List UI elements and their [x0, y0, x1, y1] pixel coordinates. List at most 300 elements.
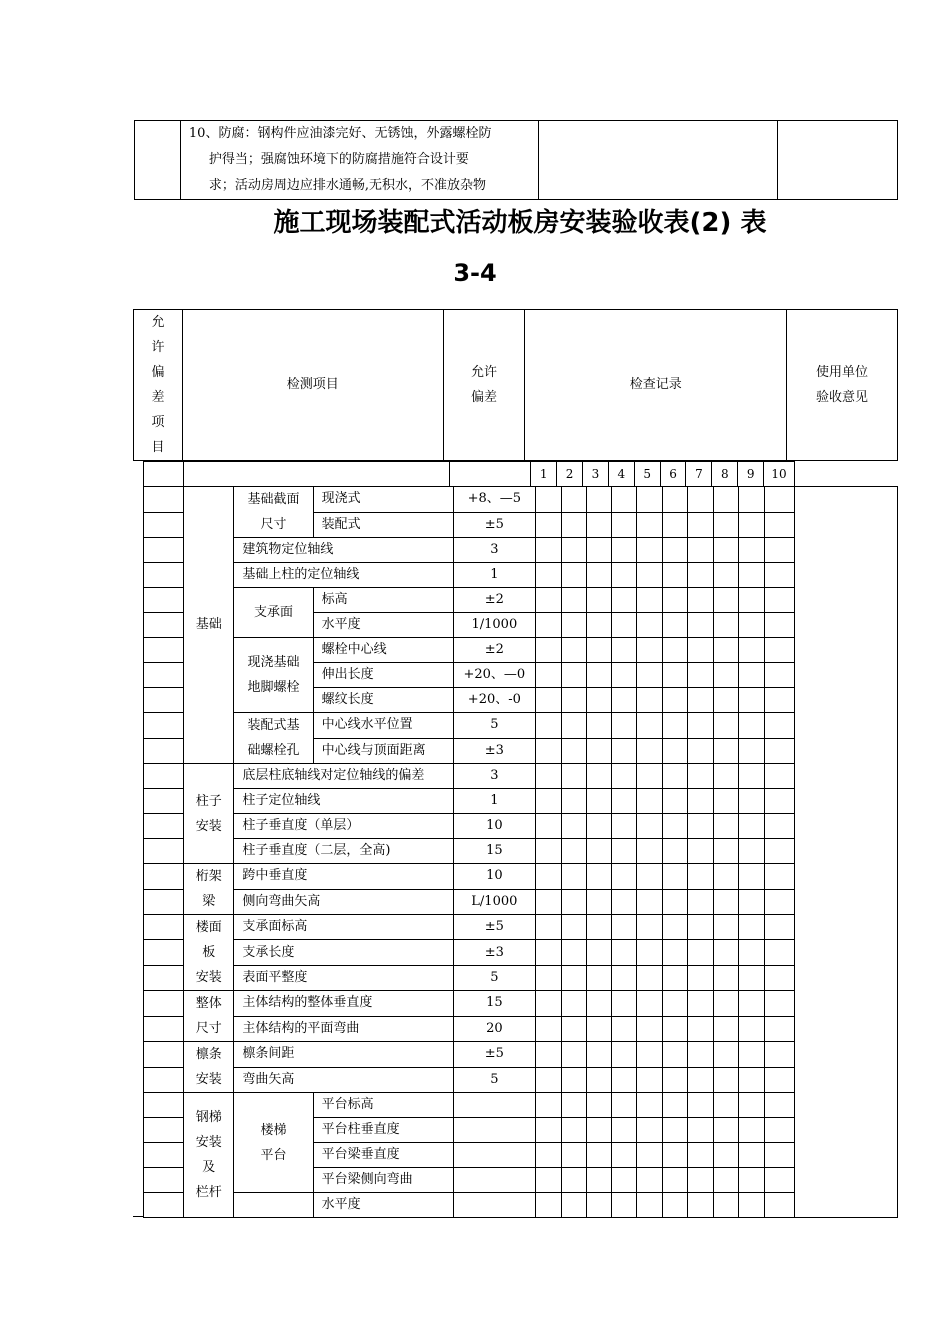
check-record-cell[interactable]: [714, 512, 739, 538]
check-record-cell[interactable]: [611, 1168, 636, 1193]
check-record-cell[interactable]: [662, 915, 687, 940]
check-record-cell[interactable]: [688, 991, 714, 1017]
check-record-cell[interactable]: [636, 1193, 662, 1218]
check-record-cell[interactable]: [586, 864, 611, 890]
check-record-cell[interactable]: [636, 1143, 662, 1168]
check-record-cell[interactable]: [561, 864, 586, 890]
check-record-cell[interactable]: [714, 864, 739, 890]
check-record-cell[interactable]: [611, 487, 636, 513]
check-record-cell[interactable]: [739, 538, 765, 563]
check-record-cell[interactable]: [586, 965, 611, 990]
check-record-cell[interactable]: [688, 1118, 714, 1143]
check-record-cell[interactable]: [636, 713, 662, 739]
check-record-cell[interactable]: [561, 1016, 586, 1042]
check-record-cell[interactable]: [586, 688, 611, 713]
check-record-cell[interactable]: [714, 915, 739, 940]
check-record-cell[interactable]: [688, 1168, 714, 1193]
check-record-cell[interactable]: [586, 940, 611, 965]
check-record-cell[interactable]: [586, 789, 611, 814]
check-record-cell[interactable]: [586, 1118, 611, 1143]
check-record-cell[interactable]: [586, 487, 611, 513]
check-record-cell[interactable]: [586, 889, 611, 915]
check-record-cell[interactable]: [662, 1042, 687, 1068]
check-record-cell[interactable]: [535, 512, 561, 538]
check-record-cell[interactable]: [662, 764, 687, 789]
check-record-cell[interactable]: [586, 738, 611, 764]
check-record-cell[interactable]: [586, 814, 611, 839]
check-record-cell[interactable]: [535, 1168, 561, 1193]
check-record-cell[interactable]: [611, 965, 636, 990]
check-record-cell[interactable]: [765, 713, 795, 739]
check-record-cell[interactable]: [662, 1093, 687, 1118]
check-record-cell[interactable]: [739, 889, 765, 915]
check-record-cell[interactable]: [611, 864, 636, 890]
check-record-cell[interactable]: [688, 638, 714, 663]
check-record-cell[interactable]: [714, 663, 739, 688]
check-record-cell[interactable]: [739, 613, 765, 638]
check-record-cell[interactable]: [765, 1093, 795, 1118]
check-record-cell[interactable]: [739, 663, 765, 688]
check-record-cell[interactable]: [586, 538, 611, 563]
tolerance-value: ±5: [454, 512, 535, 538]
check-record-cell[interactable]: [636, 613, 662, 638]
check-record-cell[interactable]: [765, 839, 795, 864]
check-record-cell[interactable]: [662, 487, 687, 513]
check-record-cell[interactable]: [535, 713, 561, 739]
check-record-cell[interactable]: [662, 991, 687, 1017]
check-record-cell[interactable]: [739, 839, 765, 864]
check-record-cell[interactable]: [636, 638, 662, 663]
check-record-cell[interactable]: [662, 1016, 687, 1042]
check-record-cell[interactable]: [561, 965, 586, 990]
check-record-cell[interactable]: [535, 588, 561, 613]
check-record-cell[interactable]: [688, 487, 714, 513]
check-record-cell[interactable]: [561, 487, 586, 513]
check-record-cell[interactable]: [586, 764, 611, 789]
check-record-cell[interactable]: [739, 940, 765, 965]
check-record-cell[interactable]: [611, 538, 636, 563]
check-record-cell[interactable]: [714, 487, 739, 513]
check-record-cell[interactable]: [765, 538, 795, 563]
check-record-cell[interactable]: [765, 563, 795, 588]
check-record-cell[interactable]: [636, 965, 662, 990]
check-record-cell[interactable]: [561, 713, 586, 739]
check-record-cell[interactable]: [636, 814, 662, 839]
check-record-cell[interactable]: [714, 638, 739, 663]
check-record-cell[interactable]: [688, 1143, 714, 1168]
check-record-cell[interactable]: [586, 588, 611, 613]
check-record-cell[interactable]: [636, 864, 662, 890]
check-record-cell[interactable]: [535, 538, 561, 563]
check-record-cell[interactable]: [636, 563, 662, 588]
check-record-cell[interactable]: [739, 588, 765, 613]
check-record-cell[interactable]: [739, 864, 765, 890]
check-record-cell[interactable]: [611, 789, 636, 814]
check-record-cell[interactable]: [611, 915, 636, 940]
check-record-cell[interactable]: [611, 1118, 636, 1143]
check-record-cell[interactable]: [611, 1093, 636, 1118]
check-record-cell[interactable]: [765, 663, 795, 688]
check-record-cell[interactable]: [688, 738, 714, 764]
check-record-cell[interactable]: [586, 915, 611, 940]
check-record-cell[interactable]: [561, 1042, 586, 1068]
check-record-cell[interactable]: [561, 563, 586, 588]
check-record-cell[interactable]: [561, 538, 586, 563]
check-record-cell[interactable]: [714, 764, 739, 789]
check-record-cell[interactable]: [739, 915, 765, 940]
check-record-cell[interactable]: [765, 588, 795, 613]
check-record-cell[interactable]: [765, 764, 795, 789]
check-record-cell[interactable]: [586, 839, 611, 864]
check-record-cell[interactable]: [561, 1168, 586, 1193]
check-record-cell[interactable]: [765, 991, 795, 1017]
check-record-cell[interactable]: [662, 688, 687, 713]
check-record-cell[interactable]: [662, 538, 687, 563]
check-record-cell[interactable]: [611, 764, 636, 789]
check-record-cell[interactable]: [586, 991, 611, 1017]
table-row: [144, 1042, 898, 1068]
check-record-cell[interactable]: [662, 789, 687, 814]
check-record-cell[interactable]: [714, 1168, 739, 1193]
check-record-cell[interactable]: [611, 613, 636, 638]
check-record-cell[interactable]: [739, 487, 765, 513]
check-record-cell[interactable]: [535, 487, 561, 513]
tolerance-value: 5: [454, 965, 535, 990]
check-record-cell[interactable]: [765, 889, 795, 915]
check-record-cell[interactable]: [714, 563, 739, 588]
check-record-cell[interactable]: [535, 764, 561, 789]
check-record-cell[interactable]: [561, 613, 586, 638]
check-record-cell[interactable]: [714, 789, 739, 814]
check-record-cell[interactable]: [765, 1168, 795, 1193]
check-record-cell[interactable]: [765, 915, 795, 940]
check-record-cell[interactable]: [636, 1016, 662, 1042]
check-record-cell[interactable]: [688, 839, 714, 864]
check-record-cell[interactable]: [765, 1067, 795, 1093]
check-record-cell[interactable]: [611, 1193, 636, 1218]
check-record-cell[interactable]: [586, 1016, 611, 1042]
check-record-cell[interactable]: [739, 638, 765, 663]
check-record-cell[interactable]: [662, 512, 687, 538]
check-record-cell[interactable]: [636, 839, 662, 864]
check-record-cell[interactable]: [688, 864, 714, 890]
check-record-cell[interactable]: [688, 713, 714, 739]
check-record-cell[interactable]: [739, 738, 765, 764]
check-record-cell[interactable]: [739, 713, 765, 739]
check-record-cell[interactable]: [636, 588, 662, 613]
check-record-cell[interactable]: [688, 1016, 714, 1042]
check-record-cell[interactable]: [739, 965, 765, 990]
check-record-cell[interactable]: [765, 940, 795, 965]
check-record-cell[interactable]: [535, 1042, 561, 1068]
check-record-cell[interactable]: [714, 1093, 739, 1118]
check-record-cell[interactable]: [561, 889, 586, 915]
check-record-cell[interactable]: [561, 1143, 586, 1168]
check-record-cell[interactable]: [535, 1143, 561, 1168]
check-record-cell[interactable]: [636, 991, 662, 1017]
check-record-cell[interactable]: [765, 814, 795, 839]
check-record-cell[interactable]: [636, 1093, 662, 1118]
check-record-cell[interactable]: [765, 1143, 795, 1168]
check-record-cell[interactable]: [535, 1118, 561, 1143]
table-row: [144, 915, 898, 940]
check-record-cell[interactable]: [611, 738, 636, 764]
check-record-cell[interactable]: [688, 588, 714, 613]
check-number: 2: [557, 462, 583, 487]
check-record-cell[interactable]: [662, 864, 687, 890]
check-record-cell[interactable]: [586, 1093, 611, 1118]
check-record-cell[interactable]: [535, 940, 561, 965]
check-record-cell[interactable]: [561, 1118, 586, 1143]
check-record-cell[interactable]: [535, 839, 561, 864]
check-record-cell[interactable]: [535, 814, 561, 839]
check-record-cell[interactable]: [714, 738, 739, 764]
check-record-cell[interactable]: [636, 738, 662, 764]
check-record-cell[interactable]: [611, 563, 636, 588]
check-record-cell[interactable]: [765, 789, 795, 814]
check-record-cell[interactable]: [636, 663, 662, 688]
check-record-cell[interactable]: [662, 814, 687, 839]
check-record-cell[interactable]: [765, 638, 795, 663]
check-record-cell[interactable]: [561, 588, 586, 613]
check-record-cell[interactable]: [611, 889, 636, 915]
check-record-cell[interactable]: [662, 1168, 687, 1193]
check-record-cell[interactable]: [636, 764, 662, 789]
check-record-cell[interactable]: [561, 991, 586, 1017]
check-record-cell[interactable]: [688, 512, 714, 538]
check-record-cell[interactable]: [765, 864, 795, 890]
check-record-cell[interactable]: [561, 814, 586, 839]
check-record-cell[interactable]: [561, 738, 586, 764]
check-record-cell[interactable]: [688, 538, 714, 563]
check-record-cell[interactable]: [765, 688, 795, 713]
check-record-cell[interactable]: [561, 638, 586, 663]
check-record-cell[interactable]: [636, 1042, 662, 1068]
check-record-cell[interactable]: [535, 688, 561, 713]
check-record-cell[interactable]: [688, 1093, 714, 1118]
check-record-cell[interactable]: [636, 915, 662, 940]
check-record-cell[interactable]: [586, 1067, 611, 1093]
check-record-cell[interactable]: [662, 1143, 687, 1168]
check-record-cell[interactable]: [662, 1118, 687, 1143]
check-record-cell[interactable]: [611, 1067, 636, 1093]
check-record-cell[interactable]: [535, 613, 561, 638]
check-record-cell[interactable]: [765, 1042, 795, 1068]
check-record-cell[interactable]: [586, 1042, 611, 1068]
check-record-cell[interactable]: [611, 839, 636, 864]
tolerance-value: 15: [454, 839, 535, 864]
check-record-cell[interactable]: [739, 688, 765, 713]
check-record-cell[interactable]: [688, 940, 714, 965]
check-record-cell[interactable]: [561, 1193, 586, 1218]
check-record-cell[interactable]: [714, 1042, 739, 1068]
check-record-cell[interactable]: [714, 588, 739, 613]
check-record-cell[interactable]: [765, 613, 795, 638]
check-record-cell[interactable]: [535, 1016, 561, 1042]
check-record-cell[interactable]: [636, 487, 662, 513]
check-record-cell[interactable]: [714, 814, 739, 839]
check-record-cell[interactable]: [636, 1168, 662, 1193]
check-record-cell[interactable]: [611, 663, 636, 688]
check-record-cell[interactable]: [765, 512, 795, 538]
check-record-cell[interactable]: [535, 1193, 561, 1218]
check-record-cell[interactable]: [714, 1016, 739, 1042]
check-record-cell[interactable]: [535, 663, 561, 688]
check-record-cell[interactable]: [586, 1143, 611, 1168]
check-record-cell[interactable]: [739, 512, 765, 538]
check-record-cell[interactable]: [535, 889, 561, 915]
check-record-cell[interactable]: [688, 965, 714, 990]
check-record-cell[interactable]: [714, 1143, 739, 1168]
check-record-cell[interactable]: [714, 1067, 739, 1093]
check-record-cell[interactable]: [739, 789, 765, 814]
check-record-cell[interactable]: [611, 1016, 636, 1042]
check-record-cell[interactable]: [636, 1067, 662, 1093]
check-record-cell[interactable]: [611, 638, 636, 663]
check-record-cell[interactable]: [688, 889, 714, 915]
check-record-cell[interactable]: [739, 1042, 765, 1068]
check-record-cell[interactable]: [714, 940, 739, 965]
check-record-cell[interactable]: [535, 991, 561, 1017]
header-char: 差: [151, 390, 165, 405]
check-record-cell[interactable]: [662, 738, 687, 764]
check-record-cell[interactable]: [688, 1067, 714, 1093]
check-record-cell[interactable]: [714, 1193, 739, 1218]
check-record-cell[interactable]: [714, 713, 739, 739]
check-record-cell[interactable]: [561, 1093, 586, 1118]
check-record-cell[interactable]: [561, 915, 586, 940]
check-record-cell[interactable]: [611, 688, 636, 713]
check-record-cell[interactable]: [636, 538, 662, 563]
check-record-cell[interactable]: [739, 1143, 765, 1168]
check-record-cell[interactable]: [739, 1016, 765, 1042]
check-record-cell[interactable]: [688, 915, 714, 940]
user-opinion-cell[interactable]: [795, 487, 898, 1218]
check-record-cell[interactable]: [688, 563, 714, 588]
check-record-cell[interactable]: [765, 487, 795, 513]
check-record-cell[interactable]: [561, 839, 586, 864]
check-record-cell[interactable]: [739, 991, 765, 1017]
check-record-cell[interactable]: [688, 789, 714, 814]
check-record-cell[interactable]: [561, 1067, 586, 1093]
check-record-cell[interactable]: [662, 588, 687, 613]
check-record-cell[interactable]: [586, 512, 611, 538]
check-record-cell[interactable]: [662, 1067, 687, 1093]
check-record-cell[interactable]: [714, 688, 739, 713]
check-record-cell[interactable]: [739, 1118, 765, 1143]
check-record-cell[interactable]: [739, 1067, 765, 1093]
check-record-cell[interactable]: [535, 789, 561, 814]
check-record-cell[interactable]: [535, 563, 561, 588]
check-record-cell[interactable]: [561, 512, 586, 538]
check-record-cell[interactable]: [688, 663, 714, 688]
check-record-cell[interactable]: [765, 965, 795, 990]
check-record-cell[interactable]: [535, 638, 561, 663]
check-record-cell[interactable]: [739, 1093, 765, 1118]
check-record-cell[interactable]: [662, 1193, 687, 1218]
check-record-cell[interactable]: [535, 965, 561, 990]
check-record-cell[interactable]: [739, 814, 765, 839]
check-record-cell[interactable]: [739, 1168, 765, 1193]
header-char: 偏: [151, 365, 165, 380]
check-record-cell[interactable]: [611, 814, 636, 839]
check-record-cell[interactable]: [765, 1118, 795, 1143]
check-record-cell[interactable]: [611, 991, 636, 1017]
check-record-cell[interactable]: [611, 940, 636, 965]
check-record-cell[interactable]: [535, 1067, 561, 1093]
check-record-cell[interactable]: [535, 738, 561, 764]
check-record-cell[interactable]: [636, 789, 662, 814]
check-record-cell[interactable]: [662, 713, 687, 739]
check-record-cell[interactable]: [586, 663, 611, 688]
check-record-cell[interactable]: [636, 512, 662, 538]
check-record-cell[interactable]: [662, 889, 687, 915]
check-record-cell[interactable]: [586, 563, 611, 588]
check-record-cell[interactable]: [688, 688, 714, 713]
group-label-line: 安装: [195, 818, 222, 834]
check-record-cell[interactable]: [662, 839, 687, 864]
check-record-cell[interactable]: [714, 1118, 739, 1143]
check-record-cell[interactable]: [714, 538, 739, 563]
check-record-cell[interactable]: [561, 940, 586, 965]
check-record-cell[interactable]: [636, 889, 662, 915]
check-record-cell[interactable]: [688, 1042, 714, 1068]
check-record-cell[interactable]: [611, 1143, 636, 1168]
check-record-cell[interactable]: [662, 940, 687, 965]
check-record-cell[interactable]: [611, 713, 636, 739]
check-record-cell[interactable]: [714, 613, 739, 638]
check-record-cell[interactable]: [765, 738, 795, 764]
check-record-cell[interactable]: [662, 638, 687, 663]
check-record-cell[interactable]: [688, 814, 714, 839]
check-record-cell[interactable]: [636, 1118, 662, 1143]
check-record-cell[interactable]: [714, 889, 739, 915]
check-record-cell[interactable]: [739, 563, 765, 588]
check-record-cell[interactable]: [611, 512, 636, 538]
check-record-cell[interactable]: [714, 839, 739, 864]
check-record-cell[interactable]: [561, 688, 586, 713]
check-record-cell[interactable]: [586, 713, 611, 739]
check-record-cell[interactable]: [586, 1193, 611, 1218]
check-record-cell[interactable]: [688, 1193, 714, 1218]
check-record-cell[interactable]: [586, 1168, 611, 1193]
check-record-cell[interactable]: [739, 764, 765, 789]
check-record-cell[interactable]: [636, 688, 662, 713]
check-record-cell[interactable]: [535, 915, 561, 940]
check-record-cell[interactable]: [662, 663, 687, 688]
check-record-cell[interactable]: [662, 563, 687, 588]
check-record-cell[interactable]: [765, 1193, 795, 1218]
check-record-cell[interactable]: [765, 1016, 795, 1042]
check-record-cell[interactable]: [586, 613, 611, 638]
check-record-cell[interactable]: [636, 940, 662, 965]
check-record-cell[interactable]: [714, 965, 739, 990]
check-record-cell[interactable]: [561, 663, 586, 688]
check-record-cell[interactable]: [561, 789, 586, 814]
check-record-cell[interactable]: [688, 764, 714, 789]
check-record-cell[interactable]: [586, 638, 611, 663]
check-record-cell[interactable]: [739, 1193, 765, 1218]
check-record-cell[interactable]: [535, 1093, 561, 1118]
check-record-cell[interactable]: [611, 1042, 636, 1068]
check-record-cell[interactable]: [714, 991, 739, 1017]
check-record-cell[interactable]: [662, 613, 687, 638]
check-record-cell[interactable]: [688, 613, 714, 638]
check-record-cell[interactable]: [561, 764, 586, 789]
check-record-cell[interactable]: [535, 864, 561, 890]
check-record-cell[interactable]: [662, 965, 687, 990]
check-record-cell[interactable]: [611, 588, 636, 613]
